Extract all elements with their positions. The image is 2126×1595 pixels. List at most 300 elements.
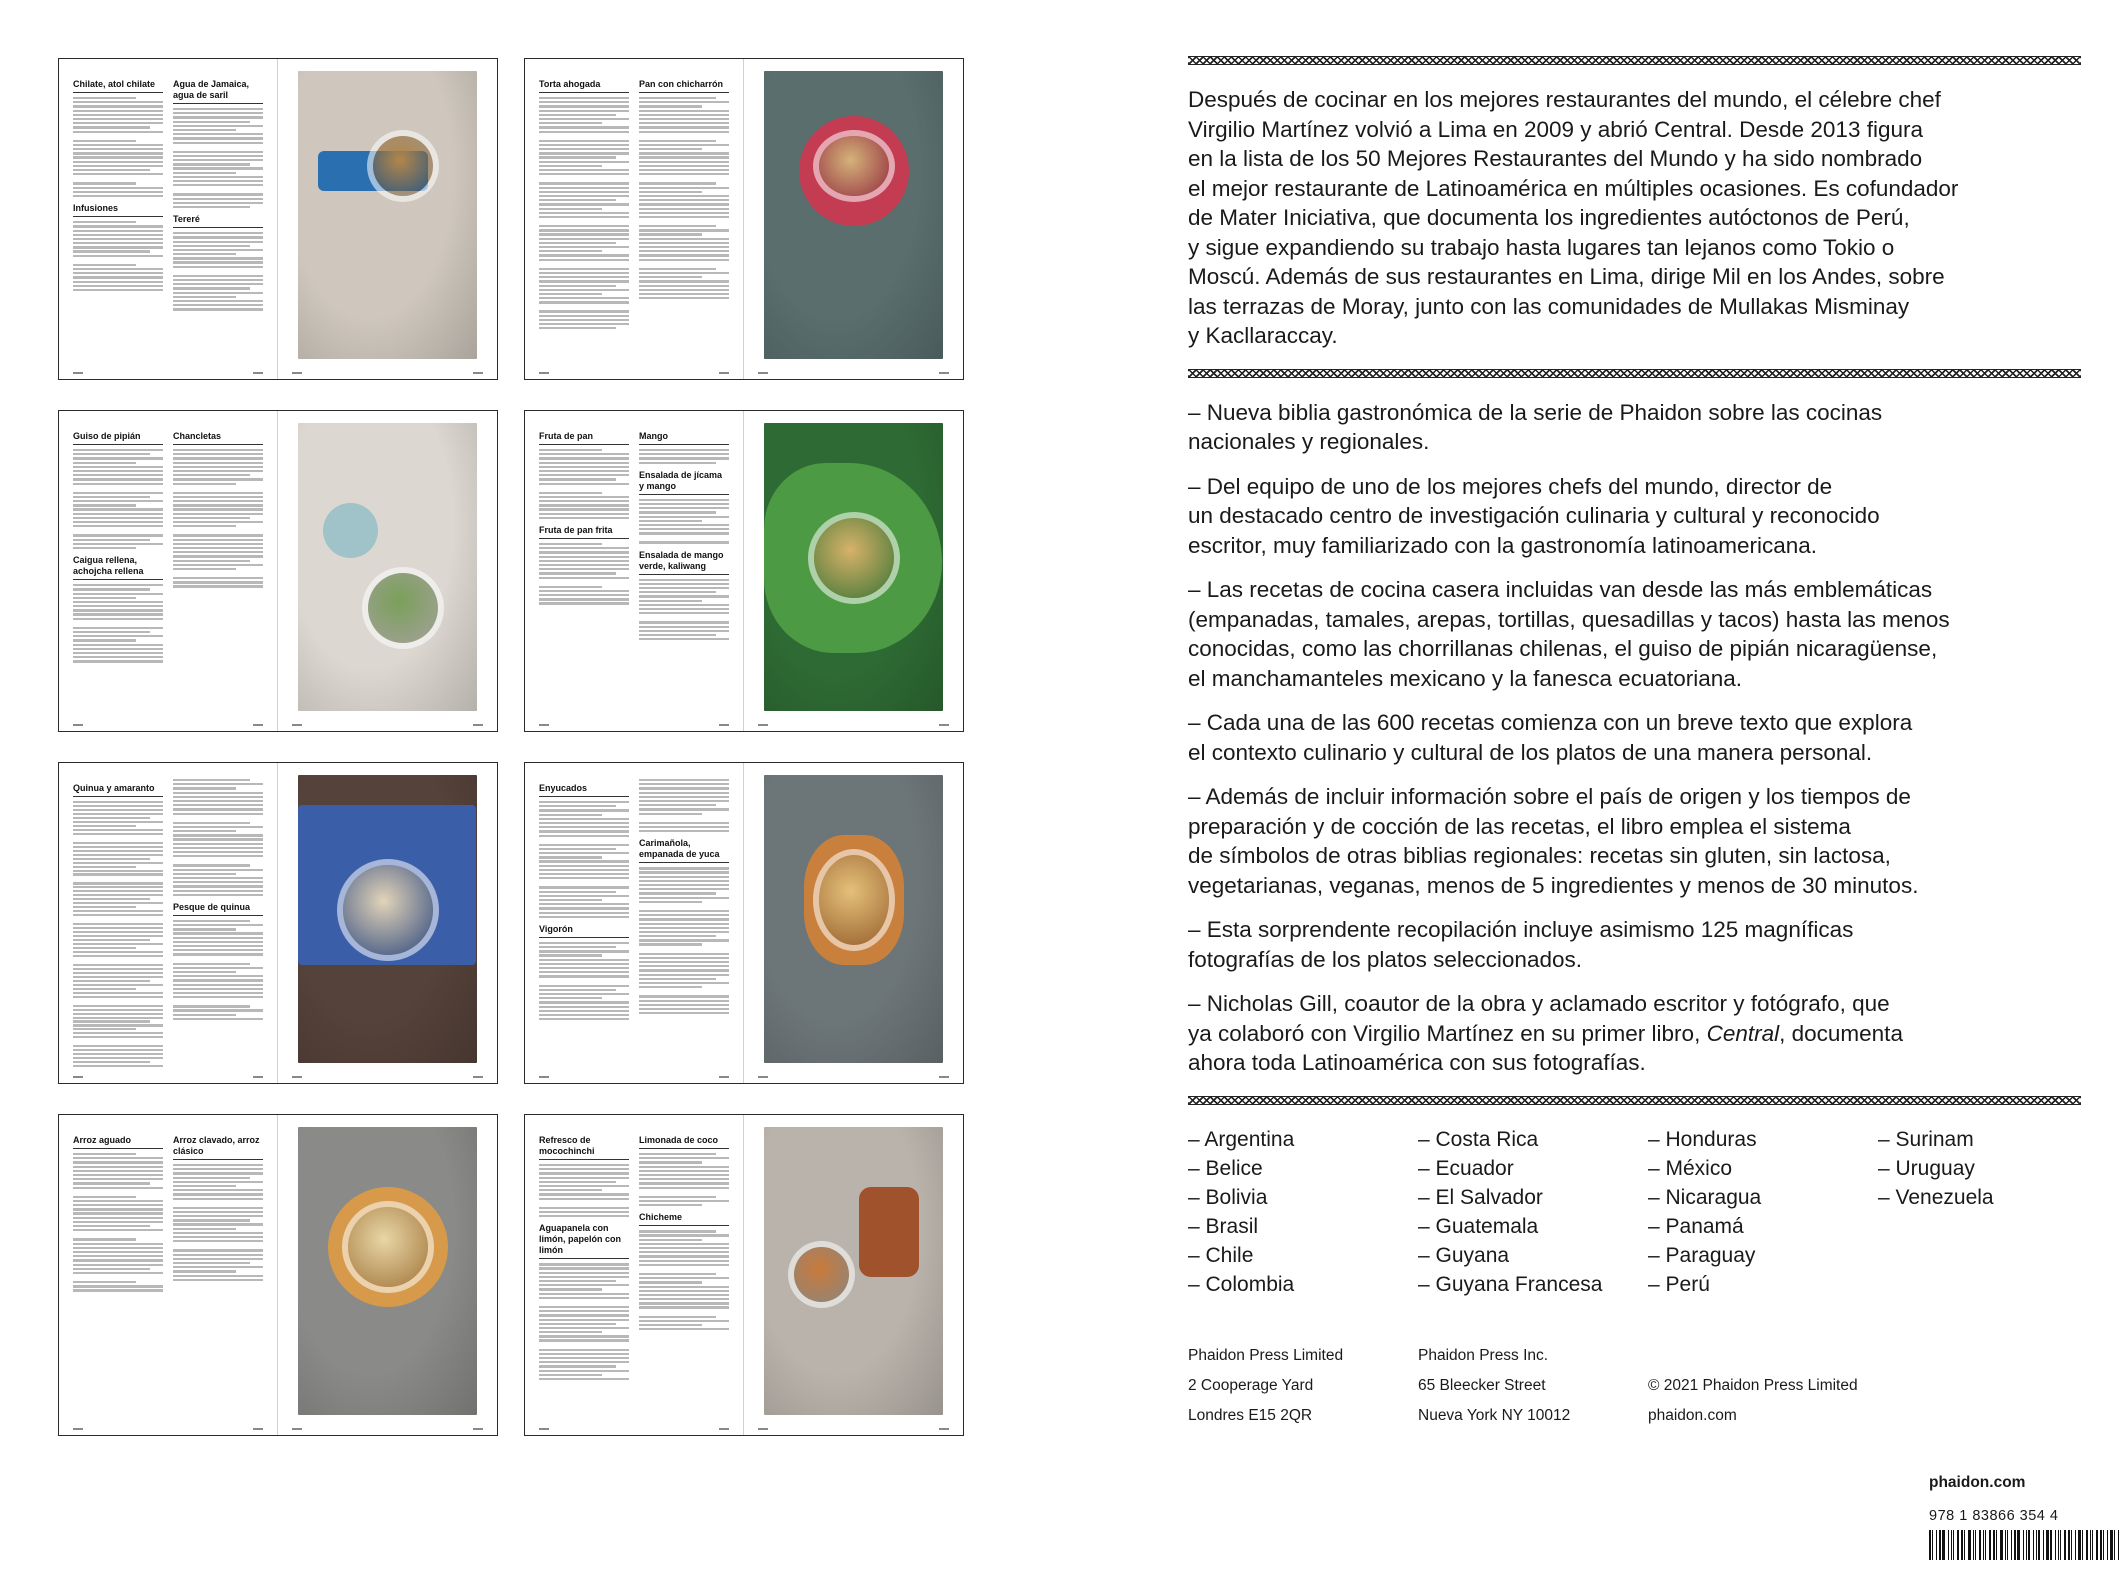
address-line: Londres E15 2QR [1188,1406,1313,1424]
recipe-photo-page [744,411,963,731]
barcode-bar [1942,1530,1945,1560]
body-text-line [639,796,729,798]
body-text-line [73,246,163,248]
body-text-line [639,892,716,894]
barcode-bar [2082,1530,2083,1560]
body-text-line [639,156,729,158]
body-text-line [539,97,629,99]
body-text-line [539,101,629,103]
body-text-line [73,1028,136,1030]
body-text-line [173,474,250,476]
body-text-line [639,541,729,543]
body-text-line [639,1290,729,1292]
body-text-line [639,114,729,116]
body-text-line [73,910,163,912]
body-text-line [173,949,263,951]
body-text-line [639,499,729,501]
decorative-rule [1188,369,2081,378]
body-text-line [539,122,602,124]
book-spread [58,762,498,1084]
body-text-line [539,118,629,120]
recipe-photo-page [278,1115,497,1435]
isbn-number: 978 1 83866 354 4 [1929,1508,2059,1524]
photo-dish [348,1207,428,1287]
body-text-line [73,1049,163,1051]
feature-item: – Esta sorprendente recopilación incluye asimismo 125 magníficas fotografías de los platos seleccionados. [1188,917,1854,972]
body-text-line [539,276,629,278]
body-text-line [73,268,163,270]
body-text-line [173,869,263,871]
recipe-title: Pesque de quinua [173,902,263,916]
body-text-line [173,543,263,545]
barcode-bar [2064,1530,2066,1560]
body-text-line [173,1181,263,1183]
body-text-line [173,1189,263,1191]
country-list [1188,1125,2093,1299]
barcode-bar [2110,1530,2113,1560]
body-text-line [73,914,163,916]
recipe-title: Arroz clavado, arroz clásico [173,1135,263,1160]
barcode-bar [1983,1530,1984,1560]
body-text-line [73,1065,163,1067]
body-text-line [173,937,263,939]
body-text-line [639,1324,702,1326]
body-text-line [639,914,729,916]
recipe-title: Torta ahogada [539,79,629,93]
body-text-line [539,1378,629,1380]
body-text-line [539,967,629,969]
recipe-title: Refresco de mocochinchi [539,1135,629,1160]
body-text-line [639,1166,729,1168]
book-spread [524,410,964,732]
body-text-line [73,97,136,99]
body-text-line [73,947,136,949]
page-folio [539,1076,729,1079]
body-text-line [173,1266,263,1268]
body-text-line [73,862,163,864]
body-text-line [539,161,629,163]
photo-dish [794,1247,849,1302]
body-text-line [73,525,163,527]
body-text-line [639,516,729,518]
body-text-line [639,216,729,218]
body-text-line [539,513,629,515]
feature-item: – Las recetas de cocina casera incluidas van desde las más emblemáticas (empanadas, tamales, arepas, tortillas, quesadillas y tacos) hasta las menos conocidas, como las chorrillanas chilenas, el guiso de pipián nicaragüense, el manchamanteles mexicano y la fanesca ecuatoriana. [1188,577,1950,691]
page-folio [292,724,483,727]
body-text-line [73,1057,163,1059]
body-text-line [539,568,629,570]
body-text-line [639,995,729,997]
body-text-line [173,1262,250,1264]
body-text-line [639,97,716,99]
body-text-line [173,920,250,922]
recipe-title: Fruta de pan frita [539,525,629,539]
body-text-line [173,232,263,234]
recipe-title: Tereré [173,214,263,228]
body-text-line [173,517,250,519]
body-text-line [539,182,629,184]
body-text-line [173,924,263,926]
body-text-line [539,280,629,282]
body-text-line [73,521,163,523]
body-text-line [539,242,616,244]
body-text-line [639,943,702,945]
body-text-line [73,809,163,811]
body-text-line [73,593,163,595]
address-line: Nueva York NY 10012 [1418,1406,1571,1424]
body-text-line [73,156,163,158]
body-text-line [539,500,629,502]
barcode-bar [2026,1530,2027,1560]
body-text-line [73,1013,163,1015]
body-text-line [639,187,729,189]
body-text-line [73,264,136,266]
recipe-photo-page [744,1115,963,1435]
body-text-line [639,591,716,593]
body-text-line [539,1211,629,1213]
body-text-line [73,250,150,252]
recipe-title: Vigorón [539,924,629,938]
body-text-line [73,466,163,468]
publisher-info [1188,1341,2093,1431]
body-text-line [539,187,629,189]
body-text-line [173,121,250,123]
body-text-line [173,176,263,178]
body-text-line [173,581,263,583]
barcode-bar [1993,1530,1995,1560]
page-folio [758,372,949,375]
body-text-line [73,534,163,536]
body-text-line [639,1247,729,1249]
body-text-line [73,504,136,506]
body-text-line [73,513,163,515]
body-text-line [73,1053,163,1055]
body-text-line [173,112,263,114]
body-text-line [73,648,163,650]
body-text-line [73,858,150,860]
book-title-italic: Central [1706,1020,1780,1046]
body-text-line [639,965,729,967]
body-text-line [639,1174,729,1176]
body-text-line [73,1045,163,1047]
body-text-line [73,449,163,451]
body-text-line [639,238,729,240]
body-text-line [73,221,136,223]
country-item: – Ecuador [1418,1156,1514,1180]
body-text-line [173,1232,263,1234]
body-text-line [639,779,729,781]
barcode-bar [1985,1530,1986,1560]
body-text-line [173,1018,263,1020]
body-text-line [639,1328,729,1330]
body-text-line [73,191,163,193]
recipe-title: Fruta de pan [539,431,629,445]
recipe-title: Enyucados [539,783,629,797]
text-column [639,75,729,365]
body-text-line [173,198,263,200]
body-text-line [539,1164,629,1166]
body-text-line [73,492,163,494]
body-text-line [173,1172,263,1174]
body-text-line [639,923,729,925]
intro-paragraph: Después de cocinar en los mejores restaurantes del mundo, el célebre chef Virgilio Martínez volvió a Lima en 2009 y abrió Central. Desde 2013 figura en la lista de los 50 Mejores Restaurantes del Mundo y ha sido nombrado el mejor restaurante de Latinoamérica en múltiples ocasiones. Es cofundador de Mater Iniciativa, que documenta los ingredientes autóctonos de Perú, y sigue expandiendo su trabajo hasta lugares tan lejanos como Tokio o Moscú. Además de sus restaurantes en Lima, dirige Mil en los Andes, sobre las terrazas de Moray, junto con las comunidades de Mullakas Misminay y Kacllaraccay. [1188,87,1959,348]
body-text-line [539,963,629,965]
body-text-line [173,137,263,139]
body-text-line [639,953,729,955]
body-text-line [639,808,729,810]
recipe-text-page [525,59,744,379]
body-text-line [173,202,263,204]
body-text-line [539,907,629,909]
recipe-title: Guiso de pipián [73,431,163,445]
body-text-line [639,524,729,526]
body-text-line [639,152,729,154]
body-text-line [73,114,163,116]
body-text-line [639,191,702,193]
body-text-line [73,1005,163,1007]
body-text-line [173,457,263,459]
body-text-line [73,968,163,970]
body-text-line [173,847,263,849]
recipe-text-page [59,763,278,1083]
body-text-line [173,890,263,892]
body-text-line [639,787,729,789]
body-text-line [173,992,263,994]
barcode-bar [2103,1530,2104,1560]
body-text-line [73,1221,163,1223]
body-text-line [639,1196,716,1198]
body-text-line [73,234,163,236]
body-text-line [639,918,729,920]
body-text-line [173,953,263,955]
body-text-line [73,1204,163,1206]
body-text-line [539,852,629,854]
body-text-line [73,187,163,189]
body-text-line [639,297,729,299]
body-text-line [539,517,629,519]
body-text-line [539,801,629,803]
body-text-line [173,984,263,986]
feature-item [1188,989,2088,1078]
body-text-line [173,172,236,174]
body-text-line [539,1215,629,1217]
body-text-line [639,126,729,128]
body-text-line [173,249,263,251]
body-text-line [73,289,163,291]
body-text-line [539,504,629,506]
food-photo [764,1127,943,1415]
body-text-line [539,916,629,918]
body-text-line [173,568,236,570]
recipe-title: Carimañola, empanada de yuca [639,838,729,863]
body-text-line [73,500,163,502]
barcode-bar [2086,1530,2088,1560]
body-text-line [639,511,716,513]
body-text-line [173,206,250,208]
body-text-line [173,1275,263,1277]
book-spread [58,410,498,732]
body-text-line [639,165,729,167]
sample-spreads [58,58,988,1498]
body-text-line [539,246,629,248]
body-text-line [173,1254,263,1256]
body-text-line [539,1310,629,1312]
body-text-line [73,1255,163,1257]
text-column [73,1131,163,1421]
body-text-line [539,165,602,167]
body-text-line [73,1178,163,1180]
recipe-photo-page [278,763,497,1083]
body-text-line [73,1225,150,1227]
body-text-line [539,556,629,558]
body-text-line [639,173,729,175]
body-text-line [173,1215,263,1217]
barcode-bar [1961,1530,1963,1560]
body-text-line [73,1264,163,1266]
body-text-line [173,1193,263,1195]
feature-item: – Del equipo de uno de los mejores chefs del mundo, director de un destacado centro de investigación culinaria y cultural y reconocido escritor, muy familiarizado con la gastronomía latinoamericana. [1188,473,1880,558]
body-text-line [73,169,150,171]
page-folio [292,372,483,375]
publisher-misc [1648,1341,1908,1431]
barcode-bar [1953,1530,1954,1560]
text-column [73,779,163,1069]
body-text-line [73,984,163,986]
body-text-line [73,588,150,590]
barcode-bar [2114,1530,2115,1560]
body-text-line [173,513,263,515]
body-text-line [539,903,629,905]
body-text-line [639,1200,729,1202]
barcode-bar [1964,1530,1965,1560]
body-text-line [173,1211,263,1213]
barcode-bar [2107,1530,2108,1560]
body-text-line [539,466,629,468]
recipe-title: Aguapanela con limón, papelón con limón [539,1223,629,1259]
body-text-line [73,635,163,637]
body-text-line [639,195,729,197]
body-text-line [173,564,263,566]
body-text-line [73,817,150,819]
country-item: – Perú [1648,1272,1710,1296]
country-item: – Chile [1188,1243,1254,1267]
barcode-bar [2036,1530,2037,1560]
text-column [173,779,263,1069]
body-text-line [639,225,716,227]
body-text-line [639,822,729,824]
body-text-line [73,931,163,933]
body-text-line [173,275,263,277]
body-text-line [539,1018,629,1020]
body-text-line [539,1319,629,1321]
book-spread [524,58,964,380]
barcode-bar [1979,1530,1981,1560]
body-text-line [73,894,163,896]
barcode-bar [2050,1530,2052,1560]
barcode-bar [2075,1530,2076,1560]
body-text-line [73,923,163,925]
body-text-line [173,245,250,247]
address-line: 65 Bleecker Street [1418,1376,1546,1394]
body-text-line [73,1229,163,1231]
body-text-line [539,590,629,592]
body-text-line [73,242,163,244]
recipe-photo-page [278,59,497,379]
photo-accent [859,1187,919,1277]
back-cover-text [1188,56,2093,1431]
body-text-line [73,597,136,599]
body-text-line [173,167,263,169]
body-text-line [73,1285,163,1287]
website: phaidon.com [1648,1406,1737,1424]
body-text-line [173,1219,250,1221]
body-text-line [539,989,616,991]
recipe-title: Quinua y amaranto [73,783,163,797]
recipe-title: Chilate, atol chilate [73,79,163,93]
recipe-title: Mango [639,431,729,445]
country-item: – Bolivia [1188,1185,1268,1209]
body-text-line [73,118,163,120]
body-text-line [539,818,629,820]
body-text-line [539,191,629,193]
body-text-line [539,1370,629,1372]
body-text-line [73,1036,163,1038]
body-text-line [73,825,136,827]
body-text-line [639,1302,729,1304]
body-text-line [539,140,629,142]
recipe-title: Infusiones [73,203,163,217]
body-text-line [539,594,629,596]
body-text-line [173,241,263,243]
body-text-line [539,942,629,944]
body-text-line [73,882,163,884]
body-text-line [539,250,602,252]
body-text-line [639,169,729,171]
body-text-line [539,1365,616,1367]
body-text-line [539,208,602,210]
body-text-line [173,1168,263,1170]
country-item: – Panamá [1648,1214,1744,1238]
body-text-line [173,877,263,879]
body-text-line [173,500,263,502]
body-text-line [73,1208,163,1210]
body-text-line [73,955,163,957]
recipe-text-page [59,411,278,731]
body-text-line [639,110,729,112]
body-text-line [539,826,629,828]
body-text-line [73,821,163,823]
body-text-line [73,1247,163,1249]
barcode-bar [1948,1530,1949,1560]
body-text-line [539,873,629,875]
body-text-line [539,126,629,128]
body-text-line [539,912,629,914]
body-text-line [639,105,702,107]
body-text-line [73,866,136,868]
body-text-line [173,496,263,498]
body-text-line [73,992,163,994]
body-text-line [639,503,729,505]
text-column [539,75,629,365]
food-photo [764,423,943,711]
body-text-line [539,1374,602,1376]
body-text-line [539,877,629,879]
body-text-line [639,939,729,941]
body-text-line [639,1004,729,1006]
body-text-line [173,1240,263,1242]
body-text-line [639,457,729,459]
body-text-line [73,255,163,257]
